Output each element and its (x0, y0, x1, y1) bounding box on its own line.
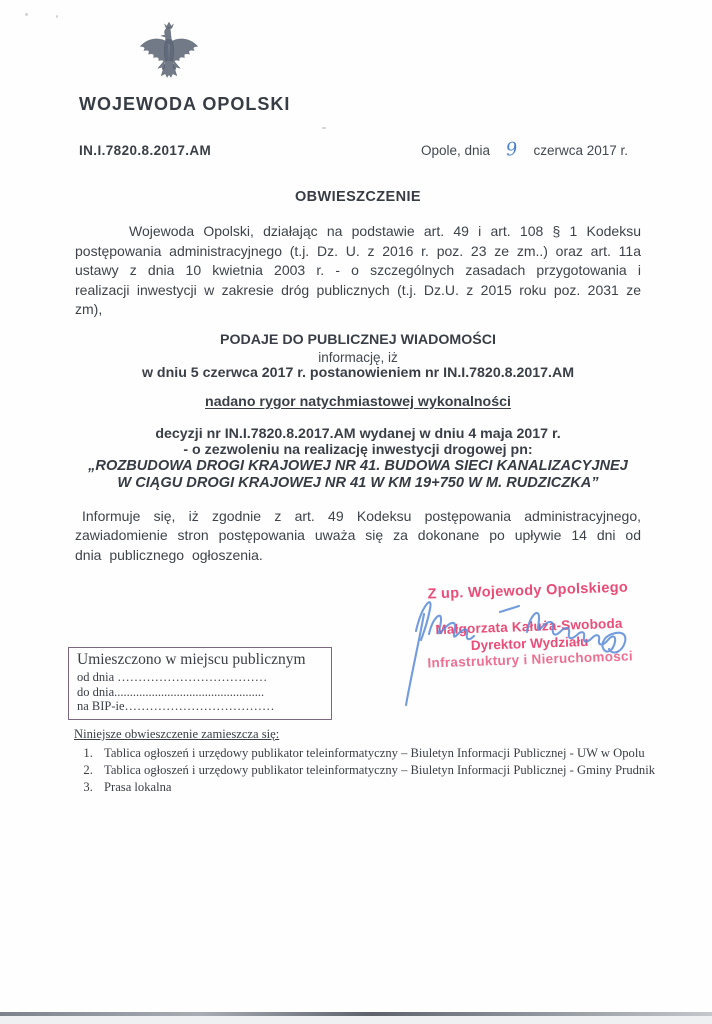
official-stamp (403, 579, 656, 673)
project-title (75, 458, 641, 492)
announcement-block (75, 332, 641, 492)
announce-line-5: decyzji nr IN.I.7820.8.2017.AM wydanej w dniu 4 maja 2017 r. (155, 425, 561, 442)
date-place-label: Opole, dnia (420, 143, 490, 158)
document-body (75, 189, 641, 565)
scan-speck (322, 127, 326, 129)
distribution-heading: Niniejsze obwieszczenie zamieszcza się: (74, 727, 280, 741)
announce-line-4: nadano rygor natychmiastowej wykonalności (205, 393, 511, 410)
document-title: OBWIESZCZENIE (294, 189, 422, 205)
announce-line-3: w dniu 5 czerwca 2017 r. postanowieniem nr IN.I.7820.8.2017.AM (141, 364, 575, 381)
announce-line-2: informację, iż (318, 349, 398, 365)
scan-speck (56, 15, 58, 18)
public-posting-box (68, 647, 332, 720)
legal-basis-paragraph: Wojewoda Opolski, działając na podstawie art. 49 i art. 108 § 1 Kodeksu postępowania administracyjnego (t.j. Dz. U. z 2016 r. poz. 23 ze zm..) oraz art. 11a ustawy z dnia 10 kwietnia 2003 r. - o szczególnych zasadach przygotowania i realizacji inwestycji w zakresie dróg publicznych (t.j. Dz.U. z 2015 roku poz. 2031 ze zm), (75, 223, 641, 317)
stamp-authority-line: Z up. Wojewody Opolskiego (427, 579, 629, 603)
stamp-position-line-2: Infrastruktury i Nieruchomości (427, 648, 634, 671)
project-title-line-2: W CIĄGU DROGI KRAJOWEJ NR 41 W KM 19+750 W M. RUDZICZKA” (117, 474, 599, 491)
handwritten-day: 9 (504, 138, 519, 161)
notice-paragraph: Informuje się, iż zgodnie z art. 49 Kodeksu postępowania administracyjnego, zawiadomienie stron postępowania uważa się za dokonane po upływie 14 dni od dnia publicznego ogłoszenia. (75, 507, 641, 563)
distribution-list (74, 727, 692, 796)
announce-line-6: - o zezwoleniu na realizację inwestycji drogowej pn: (183, 441, 533, 458)
distribution-items (74, 745, 692, 795)
posting-bip-line: na BIP-ie……………………………… (77, 699, 275, 713)
scan-edge-shadow (0, 1016, 712, 1024)
distribution-item: 1. Tablica ogłoszeń i urzędowy publikator teleinformatyczny – Biuletyn Informacji Publicznej - UW w Opolu (96, 745, 692, 761)
announce-line-1: PODAJE DO PUBLICZNEJ WIADOMOŚCI (220, 331, 496, 348)
date-line (421, 139, 628, 160)
date-month-year: czerwca 2017 r. (533, 143, 628, 158)
polish-eagle-emblem (138, 20, 200, 92)
posting-box-title: Umieszczono w miejscu publicznym (77, 651, 306, 668)
distribution-item: 3. Prasa lokalna (96, 779, 692, 795)
reference-row (79, 139, 628, 160)
reference-number: IN.I.7820.8.2017.AM (79, 143, 212, 158)
stamp-position-line-1: Dyrektor Wydziału (470, 633, 589, 653)
stamp-name: Małgorzata Kałuża-Swoboda (435, 615, 623, 638)
scan-speck (25, 13, 28, 16)
posting-to-date-line: do dnia................................................ (77, 684, 265, 699)
issuing-office-title: WOJEWODA OPOLSKI (79, 94, 291, 114)
signature-area (404, 579, 662, 733)
distribution-item: 2. Tablica ogłoszeń i urzędowy publikator teleinformatyczny – Biuletyn Informacji Publicznej - Gminy Prudnik (96, 762, 692, 778)
posting-from-date-line: od dnia ……………………………… (77, 670, 268, 684)
project-title-line-1: „ROZBUDOWA DROGI KRAJOWEJ NR 41. BUDOWA SIECI KANALIZACYJNEJ (88, 457, 628, 474)
